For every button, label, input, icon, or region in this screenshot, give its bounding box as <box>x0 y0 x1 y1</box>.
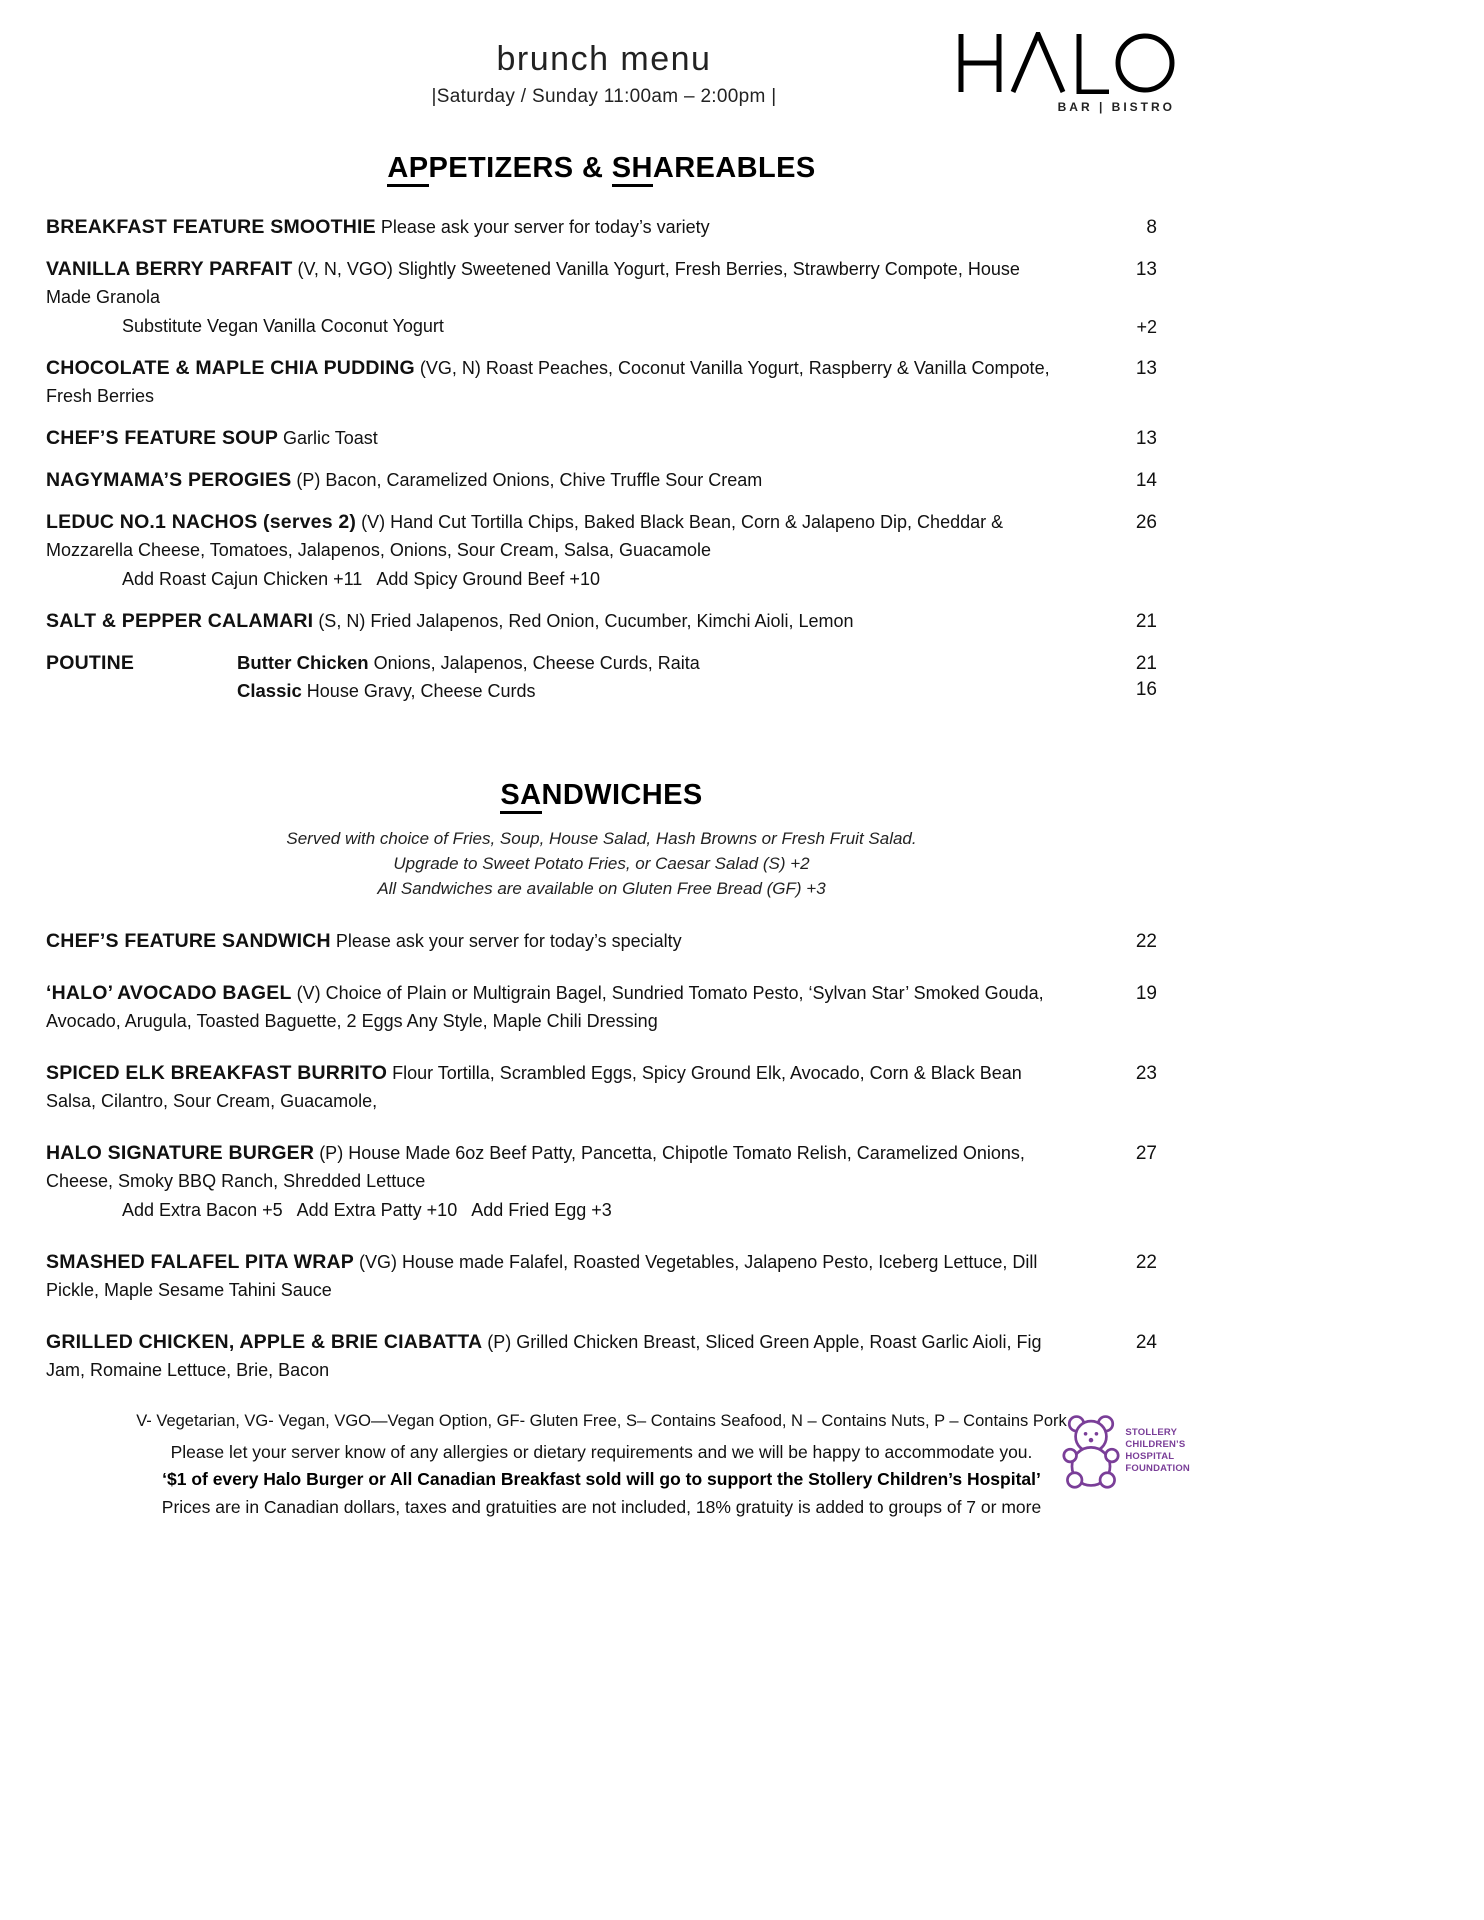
menu-item-row <box>46 1248 1157 1304</box>
menu-item-main <box>46 213 1095 241</box>
menu-item-description: Choice of Plain or Multigrain Bagel, Sundried Tomato Pesto, ‘Sylvan Star’ Smoked Gouda, Avocado, Arugula, Toasted Baguette, 2 Eggs Any Style, Maple Chili Dressing <box>46 983 1044 1031</box>
section-intro-line: All Sandwiches are available on Gluten Free Bread (GF) +3 <box>377 879 826 898</box>
menu-item-description: Fried Jalapenos, Red Onion, Cucumber, Kimchi Aioli, Lemon <box>365 611 854 631</box>
stollery-line: STOLLERY <box>1125 1427 1178 1438</box>
menu-item <box>46 213 1157 241</box>
stollery-line: FOUNDATION <box>1125 1463 1190 1474</box>
menu-item-name: BREAKFAST FEATURE SMOOTHIE <box>46 216 376 238</box>
menu-item-name: SALT & PEPPER CALAMARI <box>46 610 314 632</box>
menu-item-description: House made Falafel, Roasted Vegetables, Jalapeno Pesto, Iceberg Lettuce, Dill Pickle, Maple Sesame Tahini Sauce <box>46 1252 1038 1300</box>
section-title-part: SA <box>500 779 541 814</box>
menu-item <box>46 508 1157 593</box>
menu-item-subline <box>46 564 1157 593</box>
section-title-part: NDWICHES <box>541 779 703 811</box>
menu-item-price-value: 16 <box>1135 679 1157 700</box>
menu-item <box>46 255 1157 340</box>
menu-item-description: Grilled Chicken Breast, Sliced Green Apple, Roast Garlic Aioli, Fig Jam, Romaine Lettuce, Brie, Bacon <box>46 1332 1042 1380</box>
menu-item-price-value: 13 <box>1135 428 1157 449</box>
menu-item-subline-price: +2 <box>1136 317 1157 337</box>
menu-item <box>46 927 1157 955</box>
menu-item-main <box>46 927 1095 955</box>
menu-item <box>46 649 1157 705</box>
menu-item-variant <box>237 677 700 705</box>
menu-item-description: Flour Tortilla, Scrambled Eggs, Spicy Ground Elk, Avocado, Corn & Black Bean Salsa, Cilantro, Sour Cream, Guacamole, <box>46 1063 1022 1111</box>
menu-item-price <box>1095 508 1157 536</box>
menu-item-row <box>46 927 1157 955</box>
menu-item-row <box>46 1328 1157 1384</box>
menu-item-row <box>46 1059 1157 1115</box>
section-title-part: SH <box>612 152 653 187</box>
menu-item-price <box>1095 927 1157 955</box>
menu-item-description: Please ask your server for today’s variety <box>375 217 710 237</box>
menu-item <box>46 607 1157 635</box>
menu-item <box>46 979 1157 1035</box>
menu-item-price-value: 22 <box>1135 1252 1157 1273</box>
menu-item-main <box>46 649 1095 705</box>
allergy-note: Please let your server know of any allergies or dietary requirements and we will be happy to accommodate you. <box>170 1442 1033 1462</box>
dietary-legend: V- Vegetarian, VG- Vegan, VGO—Vegan Option, GF- Gluten Free, S– Contains Seafood, N – Contains Nuts, P – Contains Pork <box>136 1412 1067 1430</box>
menu-section <box>46 779 1157 1384</box>
stollery-line: CHILDREN’S <box>1125 1439 1186 1450</box>
pricing-note: Prices are in Canadian dollars, taxes and gratuities are not included, 18% gratuity is added to groups of 7 or more <box>161 1497 1042 1517</box>
menu-item-row <box>46 354 1157 410</box>
menu-subtitle: |Saturday / Sunday 11:00am – 2:00pm | <box>431 86 777 107</box>
halo-logo-icon <box>953 32 1175 94</box>
menu-item-row <box>46 213 1157 241</box>
menu-item-description: Roast Peaches, Coconut Vanilla Yogurt, Raspberry & Vanilla Compote, Fresh Berries <box>46 358 1050 406</box>
menu-item-tags: (S, N) <box>313 611 366 631</box>
menu-item-subline-text: Add Roast Cajun Chicken +11 Add Spicy Ground Beef +10 <box>122 569 600 589</box>
menu-item-description: Hand Cut Tortilla Chips, Baked Black Bean, Corn & Jalapeno Dip, Cheddar & Mozzarella Cheese, Tomatoes, Jalapenos, Onions, Sour Cream, Salsa, Guacamole <box>46 512 1004 560</box>
menu-item-row <box>46 607 1157 635</box>
menu-item-main <box>46 466 1095 494</box>
menu-item <box>46 1248 1157 1304</box>
menu-item-price-value: 13 <box>1135 358 1157 379</box>
menu-item-main <box>46 354 1095 410</box>
menu-item-row <box>46 508 1157 564</box>
menu-item-price-value: 21 <box>1135 653 1157 674</box>
menu-item-price <box>1095 1248 1157 1276</box>
menu-item-main <box>46 1059 1095 1115</box>
menu-item-name: ‘HALO’ AVOCADO BAGEL <box>46 982 292 1004</box>
menu-item-subline-text: Substitute Vegan Vanilla Coconut Yogurt <box>122 316 444 336</box>
menu-item-name: CHEF’S FEATURE SANDWICH <box>46 930 331 952</box>
menu-content <box>0 152 1484 1384</box>
menu-item-price <box>1095 1059 1157 1087</box>
menu-item-name: CHEF’S FEATURE SOUP <box>46 427 279 449</box>
menu-item-name: POUTINE <box>46 652 135 674</box>
menu-item-tags: (VG, N) <box>414 358 481 378</box>
menu-item <box>46 1139 1157 1224</box>
menu-item-description: Please ask your server for today’s specialty <box>330 931 682 951</box>
menu-item-price-value: 22 <box>1135 931 1157 952</box>
menu-item-subline-price <box>1095 564 1157 567</box>
menu-item <box>46 466 1157 494</box>
menu-item-subline <box>46 311 1157 340</box>
menu-item-tags: (V) <box>356 512 386 532</box>
menu-item-price <box>1095 979 1157 1007</box>
halo-logo-tagline: BAR | BISTRO <box>1057 100 1175 114</box>
menu-item-name: SPICED ELK BREAKFAST BURRITO <box>46 1062 388 1084</box>
menu-item-price-value: 19 <box>1135 983 1157 1004</box>
menu-item-price <box>1095 466 1157 494</box>
menu-item-tags: (VG) <box>353 1252 397 1272</box>
menu-item-name: VANILLA BERRY PARFAIT <box>46 258 293 280</box>
menu-item-price <box>1095 354 1157 382</box>
menu-item-price-value: 27 <box>1135 1143 1157 1164</box>
menu-item-subline-text: Add Extra Bacon +5 Add Extra Patty +10 Add Fried Egg +3 <box>122 1200 612 1220</box>
menu-item-price-value: 26 <box>1135 512 1157 533</box>
menu-item-variant <box>237 649 700 677</box>
section-title-part: AP <box>387 152 428 187</box>
section-title <box>46 779 1157 812</box>
menu-item-subline <box>46 1195 1157 1224</box>
menu-item-price-value: 21 <box>1135 611 1157 632</box>
menu-item-name: CHOCOLATE & MAPLE CHIA PUDDING <box>46 357 415 379</box>
menu-item-description: Bacon, Caramelized Onions, Chive Truffle Sour Cream <box>320 470 763 490</box>
menu-section <box>46 152 1157 705</box>
menu-item-row <box>46 424 1157 452</box>
menu-item-variant-desc: Onions, Jalapenos, Cheese Curds, Raita <box>368 653 700 673</box>
section-intro-line: Served with choice of Fries, Soup, House Salad, Hash Browns or Fresh Fruit Salad. <box>286 829 917 848</box>
stollery-line: HOSPITAL <box>1125 1451 1175 1462</box>
menu-footer <box>46 1408 1157 1522</box>
section-title-part: PETIZERS & <box>428 152 612 184</box>
stollery-logo <box>1062 1408 1190 1494</box>
menu-item <box>46 1328 1157 1384</box>
menu-item-main <box>46 1328 1095 1384</box>
menu-item-name: GRILLED CHICKEN, APPLE & BRIE CIABATTA <box>46 1331 483 1353</box>
section-intro <box>46 826 1157 901</box>
menu-item-row <box>46 649 1157 705</box>
menu-item-row <box>46 979 1157 1035</box>
menu-item-row <box>46 466 1157 494</box>
menu-item-name: LEDUC NO.1 NACHOS (serves 2) <box>46 511 357 533</box>
menu-item-price <box>1095 213 1157 241</box>
menu-item-subline-price <box>1095 1195 1157 1198</box>
menu-item-price-value: 14 <box>1135 470 1157 491</box>
section-title-part: AREABLES <box>652 152 816 184</box>
menu-item-variants <box>237 649 700 705</box>
section-title <box>46 152 1157 185</box>
menu-sections <box>46 152 1157 1384</box>
charity-note: ‘$1 of every Halo Burger or All Canadian Breakfast sold will go to support the Stollery Children’s Hospital’ <box>162 1469 1041 1489</box>
menu-item-main <box>46 979 1095 1035</box>
stollery-logo-text <box>1125 1427 1190 1475</box>
menu-item-variant-desc: House Gravy, Cheese Curds <box>301 681 536 701</box>
menu-item-tags: (P) <box>291 470 321 490</box>
menu-title: brunch menu <box>496 40 712 78</box>
menu-item <box>46 424 1157 452</box>
menu-item-price <box>1095 255 1157 283</box>
stollery-bear-icon <box>1062 1408 1120 1494</box>
menu-item-description: Garlic Toast <box>278 428 378 448</box>
menu-item-main <box>46 1139 1095 1195</box>
menu-item-tags: (V, N, VGO) <box>292 259 393 279</box>
menu-item-tags: (V) <box>291 983 321 1003</box>
menu-item-main <box>46 255 1095 311</box>
menu-item-price <box>1095 649 1157 703</box>
menu-item-name: SMASHED FALAFEL PITA WRAP <box>46 1251 354 1273</box>
menu-item-variant-name: Classic <box>237 680 302 701</box>
menu-item-price <box>1095 1139 1157 1167</box>
menu-item-price <box>1095 424 1157 452</box>
menu-item-price-value: 13 <box>1135 259 1157 280</box>
menu-item-price-value: 23 <box>1135 1063 1157 1084</box>
menu-item-row <box>46 255 1157 311</box>
menu-item <box>46 1059 1157 1115</box>
section-intro-line: Upgrade to Sweet Potato Fries, or Caesar Salad (S) +2 <box>393 854 810 873</box>
menu-item-variant-name: Butter Chicken <box>237 652 369 673</box>
halo-logo <box>953 32 1175 114</box>
menu-item-price-value: 24 <box>1135 1332 1157 1353</box>
menu-item-main <box>46 508 1095 564</box>
menu-item-tags: (P) <box>314 1143 344 1163</box>
menu-item <box>46 354 1157 410</box>
menu-item-main <box>46 1248 1095 1304</box>
menu-item-row <box>46 1139 1157 1195</box>
menu-item-price <box>1095 607 1157 635</box>
menu-item-description: Slightly Sweetened Vanilla Yogurt, Fresh Berries, Strawberry Compote, House Made Granola <box>46 259 1020 307</box>
menu-item-main <box>46 607 1095 635</box>
menu-item-name: HALO SIGNATURE BURGER <box>46 1142 315 1164</box>
menu-item-price <box>1095 1328 1157 1356</box>
menu-item-price-value: 8 <box>1146 217 1157 238</box>
menu-item-main <box>46 424 1095 452</box>
menu-item-tags: (P) <box>482 1332 512 1352</box>
menu-header <box>0 0 1484 122</box>
menu-item-description: House Made 6oz Beef Patty, Pancetta, Chipotle Tomato Relish, Caramelized Onions, Cheese, Smoky BBQ Ranch, Shredded Lettuce <box>46 1143 1025 1191</box>
menu-item-name: NAGYMAMA’S PEROGIES <box>46 469 292 491</box>
